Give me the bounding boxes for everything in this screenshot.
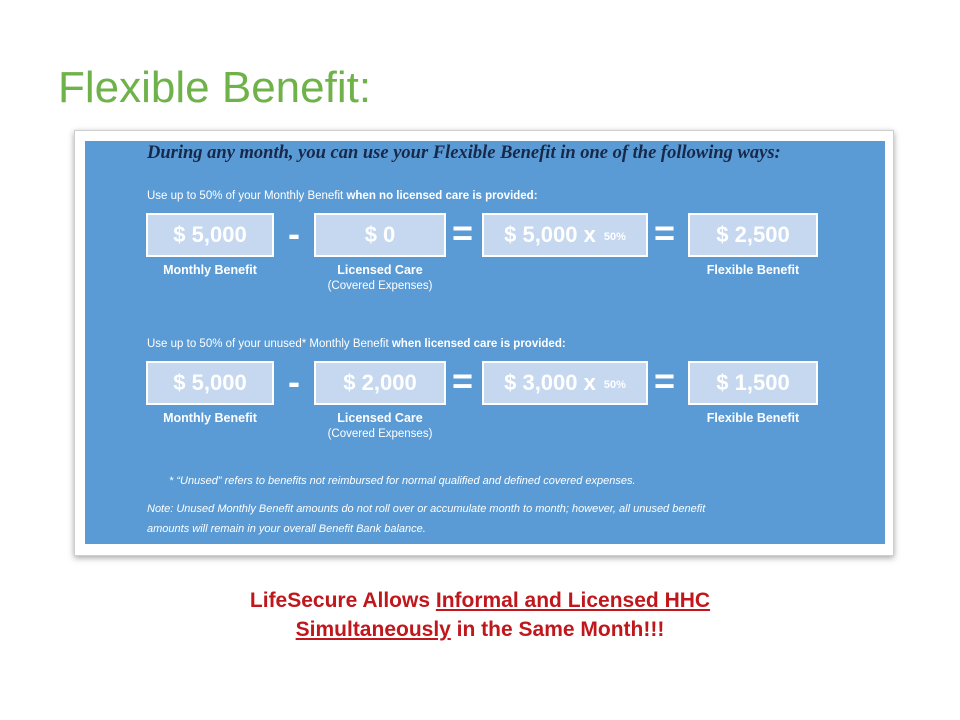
minus-sign-row2: - xyxy=(288,361,300,402)
equals-sign-row1: = xyxy=(452,212,474,253)
rule-row1-bold: when no licensed care is provided: xyxy=(346,190,538,202)
calculation-percent-row1: 50% xyxy=(603,231,626,243)
calculation-box-row2 xyxy=(482,361,648,405)
caption xyxy=(0,586,960,644)
licensed-care-box-row1: $ 0 xyxy=(314,213,446,257)
caption-line-2 xyxy=(0,615,960,644)
panel-heading: During any month, you can use your Flexible Benefit in one of the following ways: xyxy=(147,143,781,163)
flexible-benefit-label-row1: Flexible Benefit xyxy=(706,263,800,277)
equals-sign-result-row1: = xyxy=(654,212,676,253)
rule-row1 xyxy=(147,190,538,202)
note-line-2: amounts will remain in your overall Benefit Bank balance. xyxy=(147,523,426,535)
rule-row1-plain: Use up to 50% of your Monthly Benefit xyxy=(147,190,347,202)
note-line-1: Note: Unused Monthly Benefit amounts do not roll over or accumulate month to month; however, all unused benefit xyxy=(147,503,706,515)
flexible-benefit-box-row1: $ 2,500 xyxy=(688,213,818,257)
unused-footnote: * “Unused” refers to benefits not reimbursed for normal qualified and defined covered expenses. xyxy=(169,475,636,487)
rule-row2-plain: Use up to 50% of your unused* Monthly Benefit xyxy=(147,338,392,350)
licensed-care-sublabel-row1: (Covered Expenses) xyxy=(327,280,433,292)
rule-row2 xyxy=(147,338,566,350)
caption-underlined-1: Informal and Licensed HHC xyxy=(435,589,711,612)
calculation-value-row1: $ 5,000 x xyxy=(504,222,596,247)
calculation-value-row2: $ 3,000 x xyxy=(504,370,596,395)
licensed-care-label-row2: Licensed Care xyxy=(337,411,423,425)
monthly-benefit-label-row2: Monthly Benefit xyxy=(163,411,257,425)
equals-sign-row2: = xyxy=(452,360,474,401)
licensed-care-label-row1: Licensed Care xyxy=(337,263,423,277)
slide-title: Flexible Benefit: xyxy=(58,63,372,112)
monthly-benefit-box-row1: $ 5,000 xyxy=(146,213,274,257)
equals-sign-result-row2: = xyxy=(654,360,676,401)
caption-underlined-2: Simultaneously xyxy=(295,618,451,641)
minus-sign-row1: - xyxy=(288,213,300,254)
monthly-benefit-label-row1: Monthly Benefit xyxy=(163,263,257,277)
caption-line-1 xyxy=(0,586,960,615)
calculation-percent-row2: 50% xyxy=(603,379,626,391)
caption-text-1: LifeSecure Allows xyxy=(249,589,436,612)
rule-row2-bold: when licensed care is provided: xyxy=(391,338,566,350)
flexible-benefit-panel xyxy=(85,141,885,544)
licensed-care-sublabel-row2: (Covered Expenses) xyxy=(327,428,433,440)
flexible-benefit-label-row2: Flexible Benefit xyxy=(706,411,800,425)
licensed-care-box-row2: $ 2,000 xyxy=(314,361,446,405)
flexible-benefit-box-row2: $ 1,500 xyxy=(688,361,818,405)
caption-text-2: in the Same Month!!! xyxy=(450,618,665,641)
monthly-benefit-box-row2: $ 5,000 xyxy=(146,361,274,405)
calculation-box-row1 xyxy=(482,213,648,257)
